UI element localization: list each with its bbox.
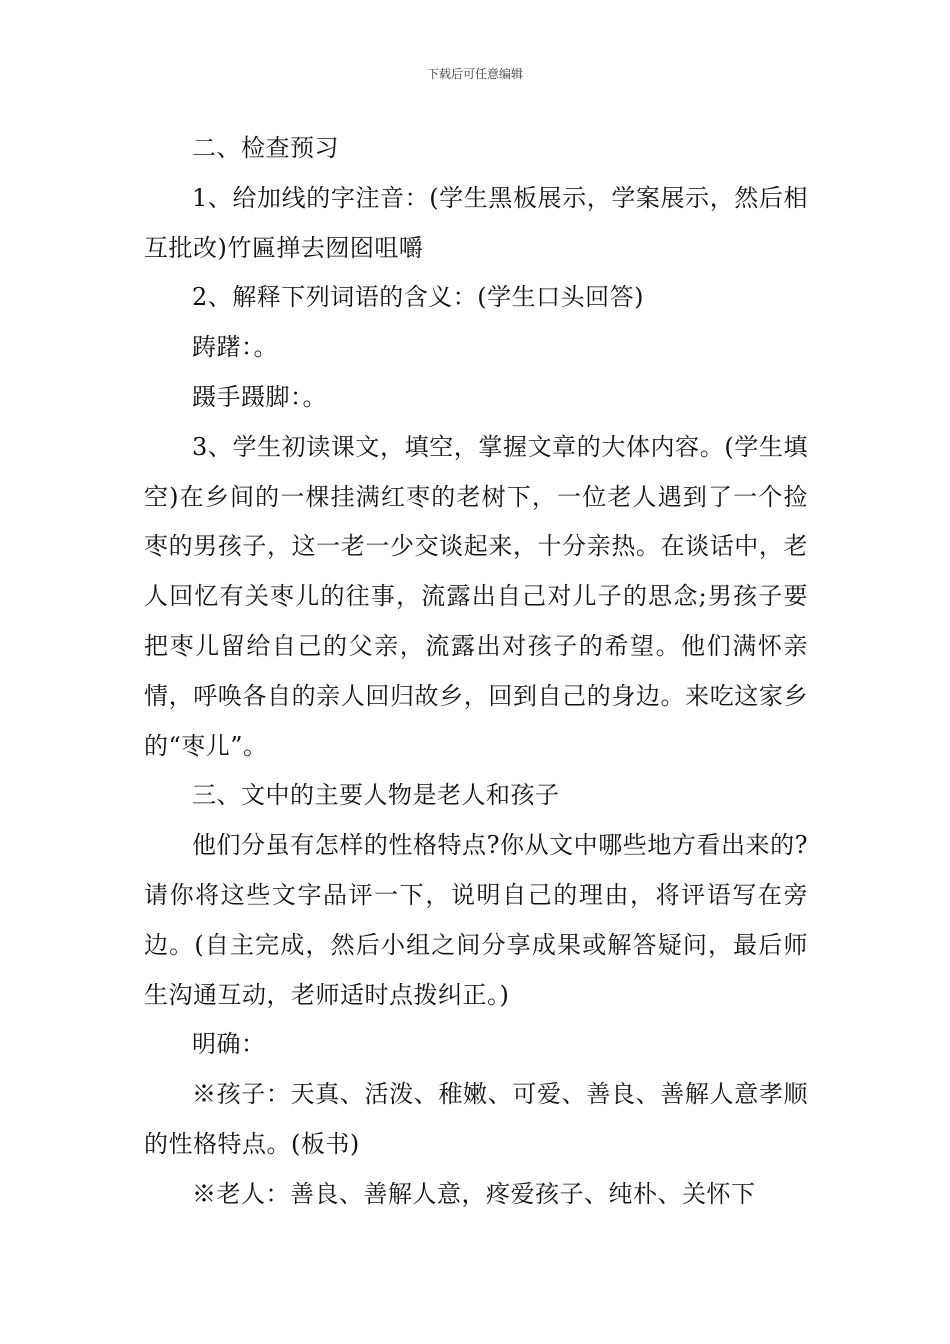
paragraph-elder-traits: ※老人：善良、善解人意，疼爱孩子、纯朴、关怀下 xyxy=(192,1179,756,1208)
page-header: 下载后可任意编辑 xyxy=(426,67,523,81)
paragraph-reading-summary: 3、学生初读课文，填空，掌握文章的大体内容。(学生填空)在乡间的一棵挂满红枣的老树下，一位老人遇到了一个捡枣的男孩子，这一老一少交谈起来，十分亲热。在谈话中，老人回忆有关枣儿的往事，流露出自己对儿子的思念;男孩子要把枣儿留给自己的父亲，流露出对孩子的希望。他们满怀亲情，呼唤各自的亲人回归故乡，回到自己的身边。来吃这家乡的“枣儿”。 xyxy=(144,432,808,760)
document-body xyxy=(144,124,808,1220)
paragraph-word-nieshounijiao: 蹑手蹑脚：。 xyxy=(192,382,327,411)
paragraph-character-question: 他们分虽有怎样的性格特点?你从文中哪些地方看出来的?请你将这些文字品评一下，说明自己的理由，将评语写在旁边。(自主完成，然后小组之间分享成果或解答疑问，最后师生沟通互动，老师适时点拨纠正。) xyxy=(144,831,808,1009)
paragraph-vocabulary-task: 2、解释下列词语的含义：(学生口头回答) xyxy=(192,283,644,312)
paragraph-pinyin-task: 1、给加线的字注音：(学生黑板展示，学案展示，然后相互批改)竹匾掸去囫囵咀嚼 xyxy=(144,183,808,262)
paragraph-clarify-label: 明确： xyxy=(192,1030,266,1059)
paragraph-word-chouchu: 踌躇：。 xyxy=(192,333,278,362)
paragraph-child-traits: ※孩子：天真、活泼、稚嫩、可爱、善良、善解人意孝顺的性格特点。(板书) xyxy=(144,1080,808,1158)
section-heading-preview-check: 二、检查预习 xyxy=(192,134,339,162)
section-heading-main-characters: 三、文中的主要人物是老人和孩子 xyxy=(192,781,560,810)
